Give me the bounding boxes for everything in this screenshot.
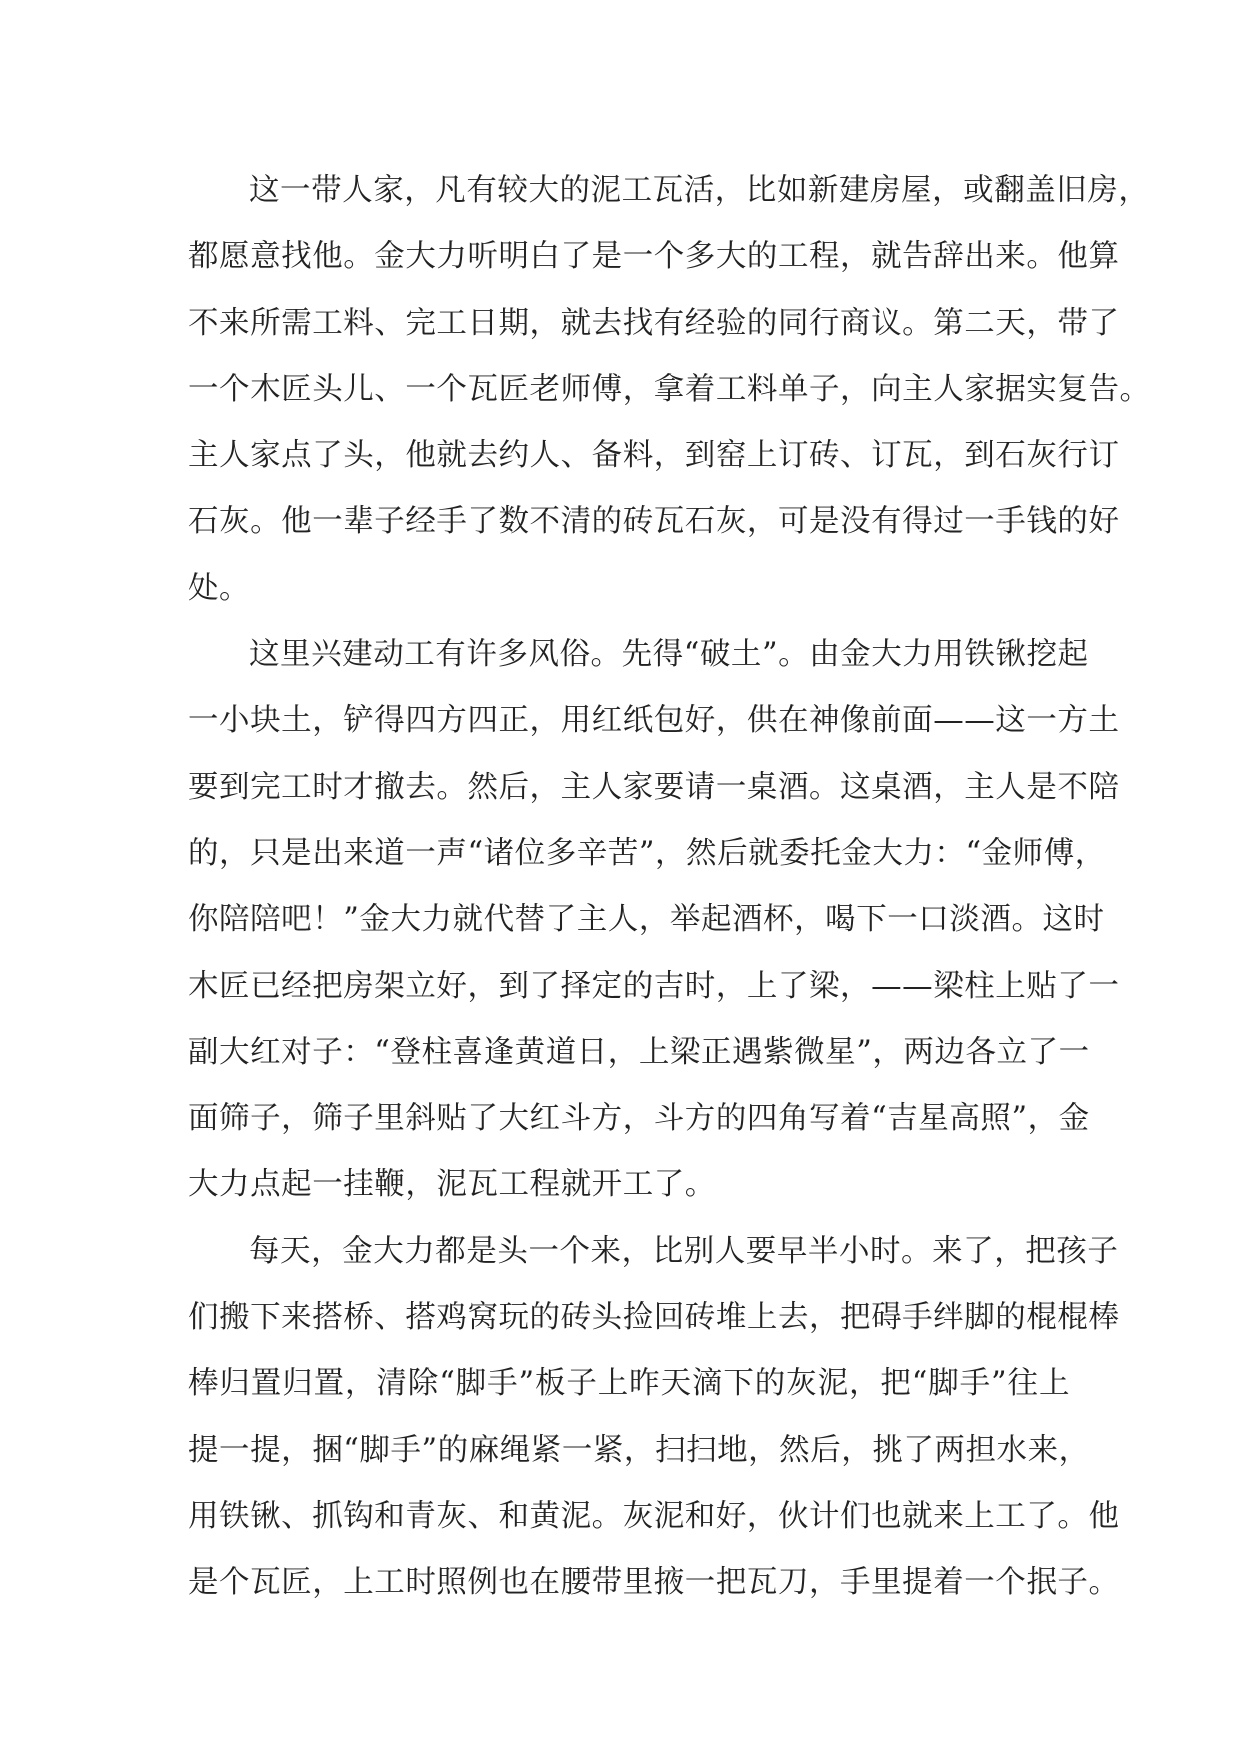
- paragraph-3-line-4: 提一提，捆“脚手”的麻绳紧一紧，扫扫地，然后，挑了两担水来，: [188, 1432, 1090, 1468]
- paragraph-2-line-3: 要到完工时才撤去。然后，主人家要请一桌酒。这桌酒，主人是不陪: [188, 769, 1120, 805]
- paragraph-2-line-8: 面筛子，筛子里斜贴了大红斗方，斗方的四角写着“吉星高照”，金: [188, 1101, 1090, 1137]
- paragraph-1-line-1: 这一带人家，凡有较大的泥工瓦活，比如新建房屋，或翻盖旧房，: [249, 173, 1150, 208]
- paragraph-2-line-2: 一小块土，铲得四方四正，用红纸包好，供在神像前面——这一方土: [188, 703, 1120, 739]
- paragraph-3-line-3: 棒归置归置，清除“脚手”板子上昨天滴下的灰泥，把“脚手”往上: [188, 1366, 1070, 1402]
- paragraph-3-line-5: 用铁锹、抓钩和青灰、和黄泥。灰泥和好，伙计们也就来上工了。他: [188, 1498, 1120, 1534]
- paragraph-3-line-6: 是个瓦匠，上工时照例也在腰带里掖一把瓦刀，手里提着一个抿子。: [188, 1565, 1120, 1601]
- paragraph-2-line-5: 你陪陪吧！”金大力就代替了主人，举起酒杯，喝下一口淡酒。这时: [188, 902, 1105, 938]
- paragraph-2-line-6: 木匠已经把房架立好，到了择定的吉时，上了梁，——梁柱上贴了一: [188, 968, 1120, 1004]
- paragraph-2-line-7: 副大红对子：“登柱喜逢黄道日，上梁正遇紫微星”，两边各立了一: [188, 1034, 1090, 1070]
- paragraph-3-line-2: 们搬下来搭桥、搭鸡窝玩的砖头捡回砖堆上去，把碍手绊脚的棍棍棒: [188, 1300, 1120, 1336]
- body-text: [188, 158, 1151, 1617]
- paragraph-1-line-5: 主人家点了头，他就去约人、备料，到窑上订砖、订瓦，到石灰行订: [188, 438, 1120, 474]
- paragraph-1-line-6: 石灰。他一辈子经手了数不清的砖瓦石灰，可是没有得过一手钱的好: [188, 504, 1120, 540]
- paragraph-2-line-1: 这里兴建动工有许多风俗。先得“破土”。由金大力用铁锹挖起: [249, 637, 1089, 673]
- paragraph-1-line-3: 不来所需工料、完工日期，就去找有经验的同行商议。第二天，带了: [188, 305, 1120, 341]
- paragraph-2-line-9: 大力点起一挂鞭，泥瓦工程就开工了。: [188, 1167, 716, 1203]
- paragraph-1-line-4: 一个木匠头儿、一个瓦匠老师傅，拿着工料单子，向主人家据实复告。: [188, 371, 1151, 407]
- paragraph-2-line-4: 的，只是出来道一声“诸位多辛苦”，然后就委托金大力：“金师傅，: [188, 835, 1106, 871]
- paragraph-3-line-1: 每天，金大力都是头一个来，比别人要早半小时。来了，把孩子: [249, 1233, 1119, 1269]
- paragraph-1-line-2: 都愿意找他。金大力听明白了是一个多大的工程，就告辞出来。他算: [188, 239, 1120, 275]
- paragraph-1-line-7: 处。: [188, 570, 251, 606]
